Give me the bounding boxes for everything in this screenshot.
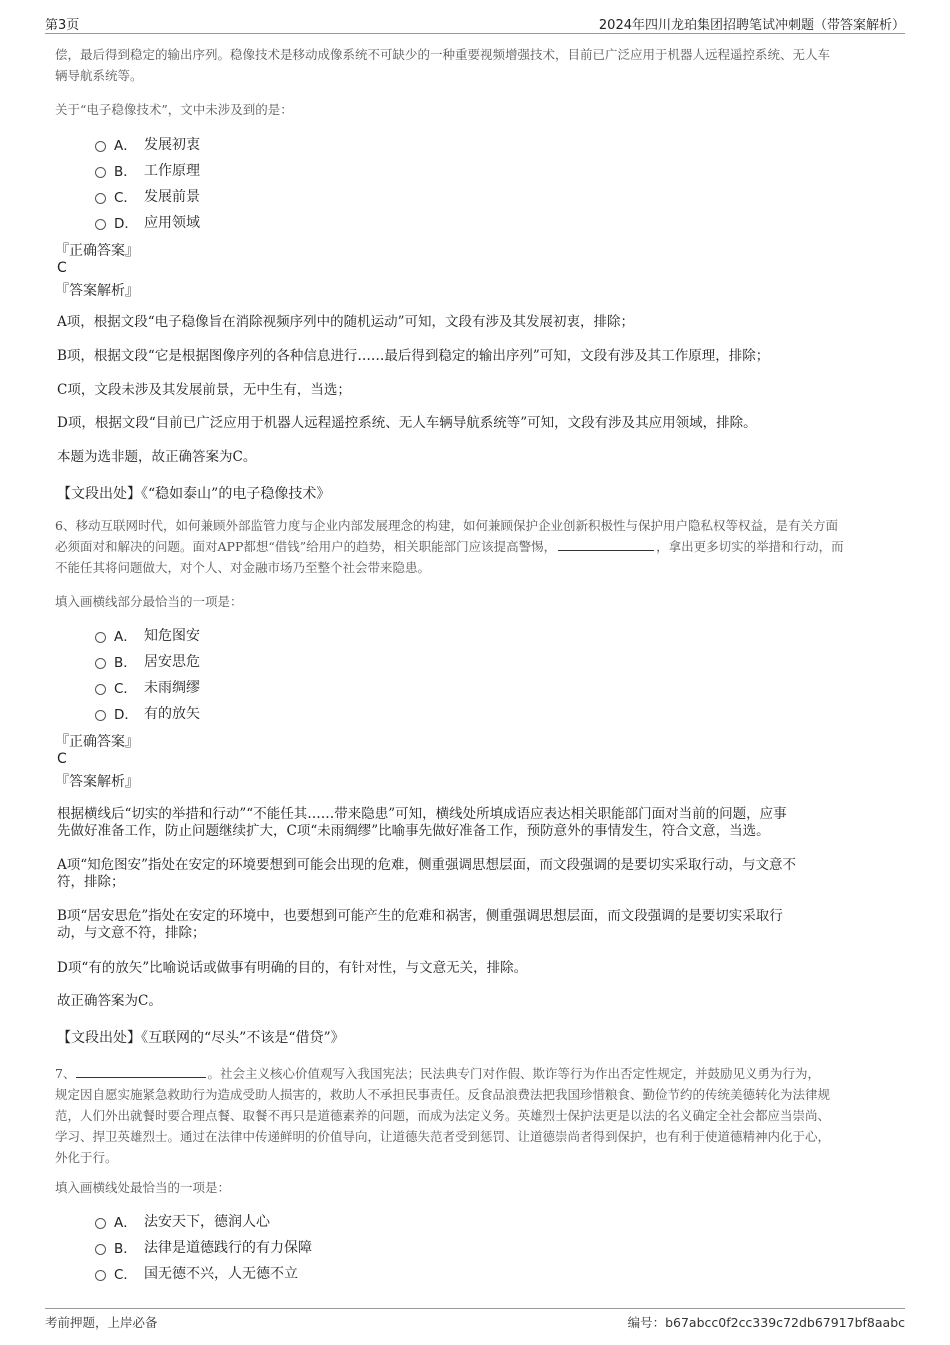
radio-icon[interactable]	[95, 1218, 106, 1229]
radio-icon[interactable]	[95, 1244, 106, 1255]
page-header	[45, 14, 905, 34]
radio-icon[interactable]	[95, 193, 106, 204]
option-text: 有的放矢	[144, 706, 200, 722]
option-letter: D．	[114, 216, 138, 232]
passage-line: 偿，最后得到稳定的输出序列。稳像技术是移动成像系统不可缺少的一种重要视频增强技术，目前已广泛应用于机器人远程遥控系统、无人车	[55, 47, 831, 62]
option-letter: A．	[114, 138, 137, 154]
radio-icon[interactable]	[95, 632, 106, 643]
stem-line	[55, 1063, 895, 1084]
footer-divider	[45, 1308, 905, 1309]
q6-option-b[interactable]	[95, 650, 200, 672]
q6-conclusion: 故正确答案为C。	[57, 993, 162, 1009]
q5-option-c[interactable]	[95, 185, 200, 207]
option-text: 法安天下，德润人心	[144, 1214, 270, 1230]
question-number: 7、	[55, 1066, 76, 1081]
footer-slogan: 考前押题，上岸必备	[45, 1315, 158, 1330]
q7-option-b[interactable]	[95, 1236, 312, 1258]
q6-source: 【文段出处】《互联网的“尽头”不该是“借贷”》	[57, 1030, 345, 1046]
q5-analysis-a: A项，根据文段“电子稳像旨在消除视频序列中的随机运动”可知，文段有涉及其发展初衷，排除；	[57, 314, 635, 330]
option-text: 国无德不兴，人无德不立	[144, 1266, 298, 1282]
option-letter: A．	[114, 629, 137, 645]
option-text: 发展初衷	[144, 137, 200, 153]
passage-line: 辆导航系统等。	[55, 68, 143, 83]
q5-option-d[interactable]	[95, 211, 200, 233]
analysis-line: 根据横线后“切实的举措和行动”“不能任其……带来隐患”可知，横线处所填成语应表达相关职能部门面对当前的问题，应事	[57, 806, 787, 822]
option-letter: C．	[114, 681, 137, 697]
stem-text: 必须面对和解决的问题。面对APP都想“借钱”给用户的趋势，相关职能部门应该提高警惕，	[55, 539, 557, 554]
q6-option-a[interactable]	[95, 624, 200, 646]
q7-option-a[interactable]	[95, 1210, 270, 1232]
stem-line: 外化于行。	[55, 1150, 118, 1165]
option-text: 工作原理	[144, 163, 200, 179]
option-letter: C．	[114, 190, 137, 206]
q5-analysis-d: D项，根据文段“目前已广泛应用于机器人远程遥控系统、无人车辆导航系统等”可知，文段有涉及其应用领域，排除。	[57, 415, 757, 431]
q5-option-a[interactable]	[95, 133, 200, 155]
option-letter: A．	[114, 1215, 137, 1231]
stem-line: 范，人们外出就餐时要合理点餐、取餐不再只是道德素养的问题，而成为法定义务。英雄烈士保护法更是以法的名义确定全社会都应当崇尚、	[55, 1108, 831, 1123]
q6-option-d[interactable]	[95, 702, 200, 724]
option-text: 应用领域	[144, 215, 200, 231]
q6-analysis-d: D项“有的放矢”比喻说话或做事有明确的目的，有针对性，与文意无关，排除。	[57, 960, 528, 976]
stem-text: 。社会主义核心价值观写入我国宪法；民法典专门对作假、欺诈等行为作出否定性规定，并鼓励见义勇为行为，	[207, 1066, 820, 1081]
option-letter: C．	[114, 1267, 137, 1283]
stem-line: 6、移动互联网时代，如何兼顾外部监管力度与企业内部发展理念的构建，如何兼顾保护企业创新积极性与保护用户隐私权等权益，是有关方面	[55, 518, 838, 533]
q5-option-b[interactable]	[95, 159, 200, 181]
radio-icon[interactable]	[95, 684, 106, 695]
analysis-line: B项“居安思危”指处在安定的环境中，也要想到可能产生的危难和祸害，侧重强调思想层面，而文段强调的是要切实采取行	[57, 908, 783, 924]
analysis-line: 动，与文意不符，排除；	[57, 925, 206, 941]
radio-icon[interactable]	[95, 141, 106, 152]
q7-stem	[55, 1063, 895, 1168]
q5-prompt: 关于“电子稳像技术”，文中未涉及到的是：	[55, 102, 293, 117]
q7-option-c[interactable]	[95, 1262, 298, 1284]
q6-analysis-label: 『答案解析』	[55, 774, 139, 790]
option-text: 法律是道德践行的有力保障	[144, 1240, 312, 1256]
q6-answer-label: 『正确答案』	[55, 734, 139, 750]
radio-icon[interactable]	[95, 1270, 106, 1281]
analysis-line: 符，排除；	[57, 874, 125, 890]
document-title: 2024年四川龙珀集团招聘笔试冲刺题（带答案解析）	[598, 18, 905, 33]
page-footer	[45, 1313, 905, 1333]
option-letter: B．	[114, 655, 137, 671]
q6-prompt: 填入画横线部分最恰当的一项是：	[55, 594, 243, 609]
page-number: 第3页	[45, 18, 80, 33]
option-letter: B．	[114, 1241, 137, 1257]
radio-icon[interactable]	[95, 167, 106, 178]
fill-blank[interactable]	[558, 537, 654, 551]
q7-prompt: 填入画横线处最恰当的一项是：	[55, 1180, 231, 1195]
option-text: 居安思危	[144, 654, 200, 670]
fill-blank[interactable]	[76, 1064, 206, 1078]
q5-analysis-c: C项，文段未涉及其发展前景，无中生有，当选；	[57, 382, 351, 398]
q6-analysis-b	[57, 908, 895, 942]
q6-option-c[interactable]	[95, 676, 200, 698]
option-letter: D．	[114, 707, 138, 723]
q5-analysis-b: B项，根据文段“它是根据图像序列的各种信息进行……最后得到稳定的输出序列”可知，文段有涉及其工作原理，排除；	[57, 348, 770, 364]
analysis-line: 先做好准备工作，防止问题继续扩大，C项“未雨绸缪”比喻事先做好准备工作，预防意外的事情发生，符合文意，当选。	[57, 823, 770, 839]
stem-line: 规定因自愿实施紧急救助行为造成受助人损害的，救助人不承担民事责任。反食品浪费法把我国珍惜粮食、勤俭节约的传统美德转化为法律规	[55, 1087, 831, 1102]
stem-text: ，拿出更多切实的举措和行动，而	[656, 539, 844, 554]
option-text: 发展前景	[144, 189, 200, 205]
radio-icon[interactable]	[95, 219, 106, 230]
q6-analysis-a	[57, 857, 895, 891]
radio-icon[interactable]	[95, 658, 106, 669]
option-text: 知危图安	[144, 628, 200, 644]
q5-answer-label: 『正确答案』	[55, 243, 139, 259]
header-divider	[45, 33, 905, 34]
document-code: 编号：b67abcc0f2cc339c72db67917bf8aabc	[627, 1315, 905, 1330]
q5-answer: C	[57, 260, 67, 276]
q6-analysis-main	[57, 806, 895, 840]
stem-line: 不能任其将问题做大，对个人、对金融市场乃至整个社会带来隐患。	[55, 560, 431, 575]
q5-analysis-label: 『答案解析』	[55, 283, 139, 299]
q5-passage-tail	[55, 44, 895, 86]
option-letter: B．	[114, 164, 137, 180]
stem-line	[55, 536, 895, 557]
radio-icon[interactable]	[95, 710, 106, 721]
q5-conclusion: 本题为选非题，故正确答案为C。	[57, 449, 257, 465]
q6-answer: C	[57, 751, 67, 767]
q5-source: 【文段出处】《“稳如泰山”的电子稳像技术》	[57, 486, 331, 502]
stem-line: 学习、捍卫英雄烈士。通过在法律中传递鲜明的价值导向，让道德失范者受到惩罚、让道德崇尚者得到保护，也有利于使道德精神内化于心，	[55, 1129, 831, 1144]
option-text: 未雨绸缪	[144, 680, 200, 696]
q6-stem	[55, 515, 895, 578]
analysis-line: A项“知危图安”指处在安定的环境要想到可能会出现的危难，侧重强调思想层面，而文段强调的是要切实采取行动，与文意不	[57, 857, 797, 873]
